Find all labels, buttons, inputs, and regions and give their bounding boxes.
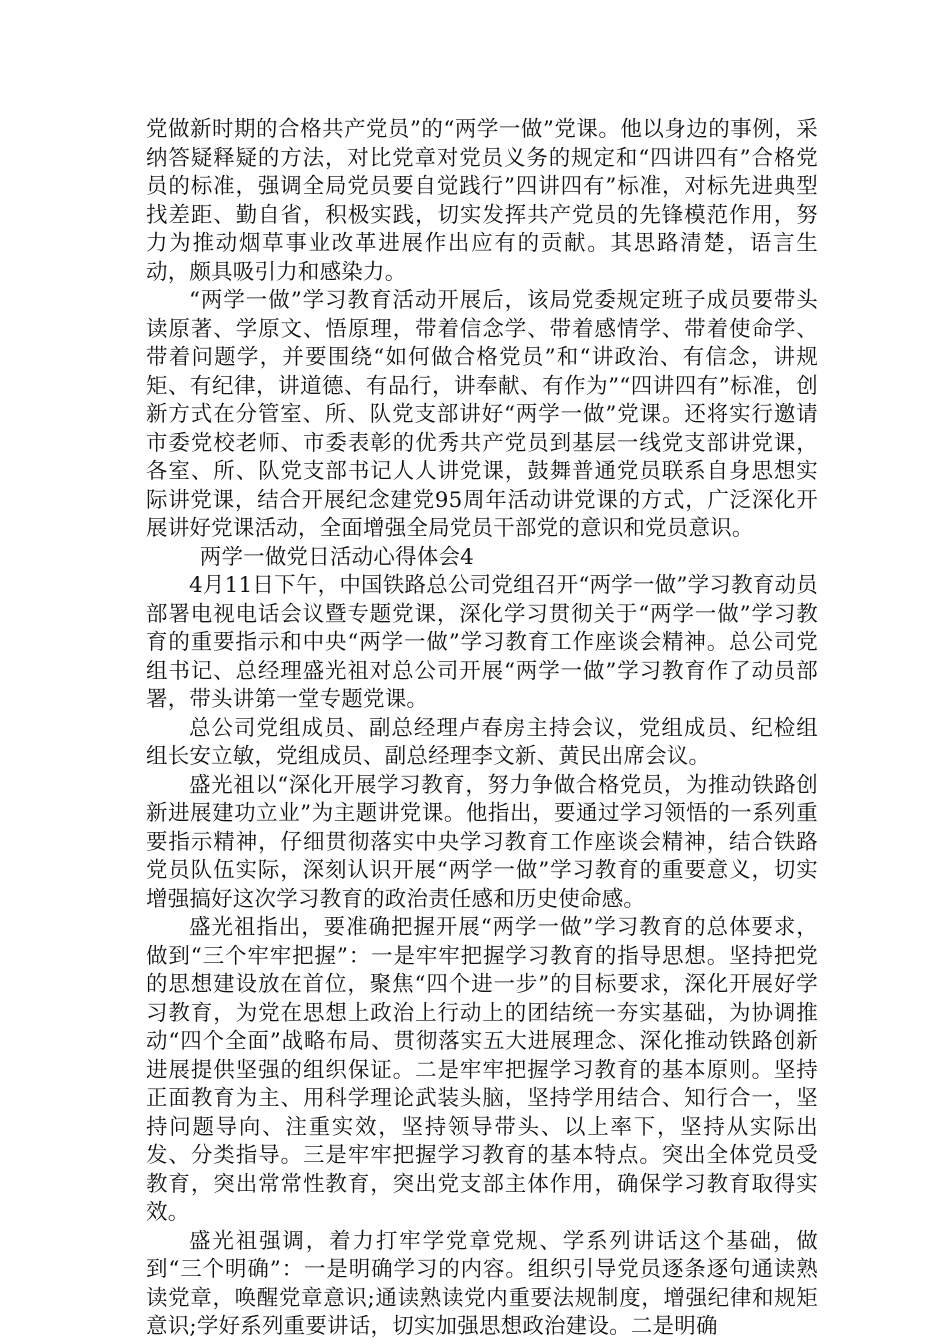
paragraph: 党做新时期的合格共产党员”的“两学一做”党课。他以身边的事例，采纳答疑释疑的方法，对比党章对党员义务的规定和“四讲四有”合格党员的标准，强调全局党员要自觉践行”四讲四有”标准，对标先进典型找差距、勤自省，积极实践，切实发挥共产党员的先锋模范作用，努力为推动烟草事业改革进展作出应有的贡献。其思路清楚，语言生动，颇具吸引力和感染力。 bbox=[146, 117, 818, 285]
paragraph: “两学一做”学习教育活动开展后，该局党委规定班子成员要带头读原著、学原文、悟原理，带着信念学、带着感情学、带着使命学、带着问题学，并要围绕“如何做合格党员”和“讲政治、有信念，讲规矩、有纪律，讲道德、有品行，讲奉献、有作为”“四讲四有”标准，创新方式在分管室、所、队党支部讲好“两学一做”党课。还将实行邀请市委党校老师、市委表彰的优秀共产党员到基层一线党支部讲党课，各室、所、队党支部书记人人讲党课，鼓舞普通党员联系自身思想实际讲党课，结合开展纪念建党95周年活动讲党课的方式，广泛深化开展讲好党课活动，全面增强全局党员干部党的意识和党员意识。 bbox=[146, 288, 818, 541]
paragraph: 盛光祖强调，着力打牢学党章党规、学系列讲话这个基础，做到“三个明确”：一是明确学习的内容。组织引导党员逐条逐句通读熟读党章，唤醒党章意识;通读熟读党内重要法规制度，增强纪律和规矩意识;学好系列重要讲话，切实加强思想政治建设。二是明确 bbox=[146, 1228, 818, 1339]
paragraph: 盛光祖指出，要准确把握开展“两学一做”学习教育的总体要求，做到“三个牢牢把握”：一是牢牢把握学习教育的指导思想。坚持把党的思想建设放在首位，聚焦“四个进一步”的目标要求，深化开展好学习教育，为党在思想上政治上行动上的团结统一夯实基础，为协调推动“四个全面”战略布局、贯彻落实五大进展理念、深化推动铁路创新进展提供坚强的组织保证。二是牢牢把握学习教育的基本原则。坚持正面教育为主、用科学理论武装头脑，坚持学用结合、知行合一，坚持问题导向、注重实效，坚持领导带头、以上率下，坚持从实际出发、分类指导。三是牢牢把握学习教育的基本特点。突出全体党员受教育，突出常常性教育，突出党支部主体作用，确保学习教育取得实效。 bbox=[146, 915, 818, 1225]
section-heading: 两学一做党日活动心得体会4 bbox=[199, 544, 475, 570]
paragraph: 4月11日下午，中国铁路总公司党组召开“两学一做”学习教育动员部署电视电话会议暨专题党课，深化学习贯彻关于“两学一做”学习教育的重要指示和中央“两学一做”学习教育工作座谈会精神。总公司党组书记、总经理盛光祖对总公司开展“两学一做”学习教育作了动员部署，带头讲第一堂专题党课。 bbox=[146, 573, 818, 712]
paragraph: 盛光祖以“深化开展学习教育，努力争做合格党员，为推动铁路创新进展建功立业”为主题讲党课。他指出，要通过学习领悟的一系列重要指示精神，仔细贯彻落实中央学习教育工作座谈会精神，结合铁路党员队伍实际，深刻认识开展“两学一做”学习教育的重要意义，切实增强搞好这次学习教育的政治责任感和历史使命感。 bbox=[146, 772, 818, 912]
document-body bbox=[146, 116, 818, 1342]
paragraph: 总公司党组成员、副总经理卢春房主持会议，党组成员、纪检组组长安立敏，党组成员、副总经理李文新、黄民出席会议。 bbox=[146, 715, 818, 769]
